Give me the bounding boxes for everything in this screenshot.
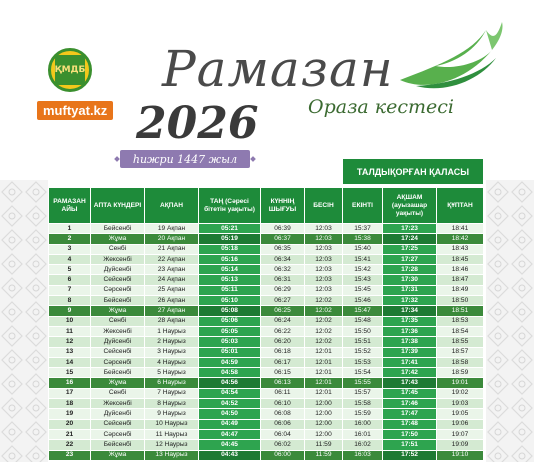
table-cell: 11:59 [305, 440, 343, 450]
table-row [49, 399, 484, 409]
col-header: БЕСІН [305, 188, 343, 224]
table-cell: Сейсенбі [91, 419, 145, 429]
col-header: АПТА КҮНДЕРІ [91, 188, 145, 224]
table-cell: 19:01 [437, 378, 484, 388]
table-row [49, 429, 484, 439]
table-cell: 17:45 [383, 388, 437, 398]
table-cell: 24 Ақпан [145, 275, 199, 285]
table-cell: 6 [49, 275, 91, 285]
table-cell: 15:55 [343, 378, 383, 388]
table-cell: 9 [49, 306, 91, 316]
logo-text: ҚМДБ [55, 55, 85, 85]
table-cell: 06:22 [261, 326, 305, 336]
table-cell: 12:03 [305, 275, 343, 285]
table-cell: 12:01 [305, 347, 343, 357]
table-cell: 17:43 [383, 378, 437, 388]
table-cell: Жексенбі [91, 326, 145, 336]
table-row [49, 296, 484, 306]
table-cell: 17:31 [383, 285, 437, 295]
table-cell: 17:36 [383, 326, 437, 336]
table-cell: 06:31 [261, 275, 305, 285]
table-row [49, 450, 484, 460]
table-cell: 17:28 [383, 265, 437, 275]
table-cell: 12:00 [305, 429, 343, 439]
table-row [49, 244, 484, 254]
table-cell: 16 [49, 378, 91, 388]
table-row [49, 234, 484, 244]
table-cell: 04:59 [199, 357, 261, 367]
table-cell: Сейсенбі [91, 347, 145, 357]
table-cell: 12:03 [305, 224, 343, 234]
table-cell: 21 Ақпан [145, 244, 199, 254]
table-cell: 25 Ақпан [145, 285, 199, 295]
table-cell: 04:56 [199, 378, 261, 388]
table-cell: 15:52 [343, 347, 383, 357]
table-cell: 04:45 [199, 440, 261, 450]
table-cell: Бейсенбі [91, 440, 145, 450]
table-cell: 05:01 [199, 347, 261, 357]
table-row [49, 337, 484, 347]
table-cell: 16:01 [343, 429, 383, 439]
table-cell: 17:48 [383, 419, 437, 429]
table-cell: 10 [49, 316, 91, 326]
table-cell: 05:13 [199, 275, 261, 285]
table-cell: 20 [49, 419, 91, 429]
table-cell: 06:39 [261, 224, 305, 234]
table-cell: 18:59 [437, 368, 484, 378]
hijri-year-band: һижри 1447 жыл [120, 150, 250, 168]
table-cell: 12:01 [305, 378, 343, 388]
table-cell: 18:42 [437, 234, 484, 244]
table-cell: 19 [49, 409, 91, 419]
table-cell: Жексенбі [91, 399, 145, 409]
table-cell: 04:58 [199, 368, 261, 378]
table-cell: 04:50 [199, 409, 261, 419]
table-cell: 19:03 [437, 399, 484, 409]
table-cell: Сенбі [91, 388, 145, 398]
table-cell: Сәрсенбі [91, 357, 145, 367]
table-cell: Сенбі [91, 244, 145, 254]
table-cell: 23 [49, 450, 91, 460]
table-cell: 15:42 [343, 265, 383, 275]
table-cell: 1 Наурыз [145, 326, 199, 336]
table-cell: Бейсенбі [91, 296, 145, 306]
table-row [49, 285, 484, 295]
table-cell: 19 Ақпан [145, 224, 199, 234]
table-cell: 17:34 [383, 306, 437, 316]
table-cell: 06:02 [261, 440, 305, 450]
table-row [49, 368, 484, 378]
table-cell: 18:55 [437, 337, 484, 347]
table-cell: 15:46 [343, 296, 383, 306]
table-cell: 04:52 [199, 399, 261, 409]
table-cell: Жұма [91, 378, 145, 388]
table-cell: Дүйсенбі [91, 409, 145, 419]
table-cell: 17:51 [383, 440, 437, 450]
table-cell: 7 Наурыз [145, 388, 199, 398]
table-cell: 17:39 [383, 347, 437, 357]
table-cell: 06:08 [261, 409, 305, 419]
table-cell: 15:58 [343, 399, 383, 409]
table-cell: 17:46 [383, 399, 437, 409]
table-header-row [49, 188, 484, 224]
table-cell: 15:38 [343, 234, 383, 244]
table-cell: 26 Ақпан [145, 296, 199, 306]
table-cell: 19:10 [437, 450, 484, 460]
table-cell: 12:00 [305, 409, 343, 419]
table-cell: 05:11 [199, 285, 261, 295]
table-cell: 19:05 [437, 409, 484, 419]
table-cell: Сәрсенбі [91, 285, 145, 295]
table-cell: 18 [49, 399, 91, 409]
table-row [49, 347, 484, 357]
table-cell: 12:02 [305, 316, 343, 326]
table-cell: 18:50 [437, 296, 484, 306]
table-cell: 16:03 [343, 450, 383, 460]
table-row [49, 224, 484, 234]
table-cell: 15:41 [343, 254, 383, 264]
table-cell: 16:00 [343, 419, 383, 429]
table-cell: 05:14 [199, 265, 261, 275]
table-cell: 06:34 [261, 254, 305, 264]
table-cell: 19:07 [437, 429, 484, 439]
table-cell: 15:48 [343, 316, 383, 326]
table-cell: 06:27 [261, 296, 305, 306]
table-row [49, 275, 484, 285]
table-cell: 15:57 [343, 388, 383, 398]
table-cell: 11 [49, 326, 91, 336]
site-tag[interactable]: muftyat.kz [37, 101, 113, 120]
col-header: ТАҢ (Сәресі бітетін уақыты) [199, 188, 261, 224]
table-cell: 06:35 [261, 244, 305, 254]
table-cell: 05:18 [199, 244, 261, 254]
table-row [49, 409, 484, 419]
table-cell: 06:06 [261, 419, 305, 429]
table-cell: Жұма [91, 306, 145, 316]
table-cell: 12:01 [305, 357, 343, 367]
table-cell: 2 [49, 234, 91, 244]
table-cell: 12 [49, 337, 91, 347]
table-cell: 06:04 [261, 429, 305, 439]
table-cell: 7 [49, 285, 91, 295]
table-cell: 12:03 [305, 285, 343, 295]
city-label: ТАЛДЫҚОРҒАН ҚАЛАСЫ [343, 159, 483, 184]
table-cell: 17:47 [383, 409, 437, 419]
table-cell: 06:10 [261, 399, 305, 409]
table-cell: 9 Наурыз [145, 409, 199, 419]
table-cell: 04:43 [199, 450, 261, 460]
ornament-left [0, 180, 48, 462]
table-cell: 17:35 [383, 316, 437, 326]
table-cell: 17:27 [383, 254, 437, 264]
table-cell: 19:02 [437, 388, 484, 398]
table-cell: 15:59 [343, 409, 383, 419]
table-cell: Сенбі [91, 316, 145, 326]
col-header: ҚҰПТАН [437, 188, 484, 224]
table-cell: 14 [49, 357, 91, 367]
table-cell: 22 [49, 440, 91, 450]
table-cell: 2 Наурыз [145, 337, 199, 347]
crescent-wave-decoration [396, 22, 506, 94]
table-cell: 16:02 [343, 440, 383, 450]
table-cell: 18:46 [437, 265, 484, 275]
table-cell: 13 [49, 347, 91, 357]
table-cell: 13 Наурыз [145, 450, 199, 460]
table-row [49, 254, 484, 264]
subtitle: Ораза кестесі [308, 96, 455, 118]
table-cell: 06:13 [261, 378, 305, 388]
table-cell: 15:54 [343, 368, 383, 378]
table-cell: 06:32 [261, 265, 305, 275]
table-cell: Сейсенбі [91, 275, 145, 285]
table-cell: 15:51 [343, 337, 383, 347]
table-body [49, 224, 484, 461]
table-row [49, 316, 484, 326]
table-cell: 12:00 [305, 419, 343, 429]
col-header: ЕКІНТІ [343, 188, 383, 224]
table-cell: 12:03 [305, 234, 343, 244]
table-cell: 12:03 [305, 254, 343, 264]
table-cell: 22 Ақпан [145, 254, 199, 264]
table-cell: 12 Наурыз [145, 440, 199, 450]
table-cell: 15:37 [343, 224, 383, 234]
table-cell: 3 Наурыз [145, 347, 199, 357]
table-cell: 18:53 [437, 316, 484, 326]
table-cell: 12:03 [305, 265, 343, 275]
table-cell: 15:53 [343, 357, 383, 367]
table-cell: 12:02 [305, 306, 343, 316]
table-cell: 17:32 [383, 296, 437, 306]
table-cell: 18:58 [437, 357, 484, 367]
table-cell: 05:06 [199, 316, 261, 326]
table-cell: Жұма [91, 234, 145, 244]
table-cell: 12:02 [305, 337, 343, 347]
table-cell: 11 Наурыз [145, 429, 199, 439]
table-cell: 04:49 [199, 419, 261, 429]
table-cell: 15:45 [343, 285, 383, 295]
table-cell: 06:37 [261, 234, 305, 244]
table-cell: 8 [49, 296, 91, 306]
table-cell: 15:40 [343, 244, 383, 254]
table-cell: Жексенбі [91, 254, 145, 264]
table-row [49, 419, 484, 429]
table-cell: 18:45 [437, 254, 484, 264]
table-cell: 05:16 [199, 254, 261, 264]
table-cell: 06:25 [261, 306, 305, 316]
table-cell: Бейсенбі [91, 368, 145, 378]
table-cell: 15 [49, 368, 91, 378]
col-header: АҚШАМ (ауызашар уақыты) [383, 188, 437, 224]
table-cell: 04:47 [199, 429, 261, 439]
table-cell: 17:52 [383, 450, 437, 460]
table-cell: 05:08 [199, 306, 261, 316]
table-cell: 4 [49, 254, 91, 264]
table-cell: 15:43 [343, 275, 383, 285]
table-cell: 21 [49, 429, 91, 439]
table-cell: 18:54 [437, 326, 484, 336]
table-cell: 17:38 [383, 337, 437, 347]
table-cell: 18:49 [437, 285, 484, 295]
table-cell: 12:03 [305, 244, 343, 254]
table-cell: 06:18 [261, 347, 305, 357]
table-cell: 11:59 [305, 450, 343, 460]
table-cell: 4 Наурыз [145, 357, 199, 367]
table-row [49, 326, 484, 336]
table-cell: 17:25 [383, 244, 437, 254]
table-cell: 06:00 [261, 450, 305, 460]
table-cell: 17:23 [383, 224, 437, 234]
table-cell: 05:19 [199, 234, 261, 244]
table-cell: 06:17 [261, 357, 305, 367]
table-cell: 17:24 [383, 234, 437, 244]
table-cell: Дүйсенбі [91, 265, 145, 275]
table-row [49, 306, 484, 316]
col-header: КҮННІҢ ШЫҒУЫ [261, 188, 305, 224]
table-cell: 06:15 [261, 368, 305, 378]
table-row [49, 388, 484, 398]
table-cell: 10 Наурыз [145, 419, 199, 429]
table-cell: 17:30 [383, 275, 437, 285]
title: Рамазан [162, 40, 394, 98]
table-cell: 15:47 [343, 306, 383, 316]
table-cell: 6 Наурыз [145, 378, 199, 388]
table-cell: 17:41 [383, 357, 437, 367]
table-cell: 05:10 [199, 296, 261, 306]
schedule-table [48, 187, 484, 461]
table-cell: 19:06 [437, 419, 484, 429]
table-cell: 12:01 [305, 388, 343, 398]
table-cell: 06:29 [261, 285, 305, 295]
col-header: РАМАЗАН АЙЫ [49, 188, 91, 224]
table-cell: 8 Наурыз [145, 399, 199, 409]
table-cell: 05:21 [199, 224, 261, 234]
table-cell: 19:09 [437, 440, 484, 450]
table-cell: 12:02 [305, 326, 343, 336]
table-cell: 27 Ақпан [145, 306, 199, 316]
table-cell: 18:57 [437, 347, 484, 357]
table-cell: Дүйсенбі [91, 337, 145, 347]
table-cell: 12:02 [305, 296, 343, 306]
table-cell: 3 [49, 244, 91, 254]
table-cell: 06:20 [261, 337, 305, 347]
table-cell: 23 Ақпан [145, 265, 199, 275]
table-cell: 18:47 [437, 275, 484, 285]
table-cell: 18:43 [437, 244, 484, 254]
table-cell: 17 [49, 388, 91, 398]
table-cell: 06:11 [261, 388, 305, 398]
table-cell: 17:42 [383, 368, 437, 378]
table-cell: 18:51 [437, 306, 484, 316]
table-cell: 05:05 [199, 326, 261, 336]
table-cell: 05:03 [199, 337, 261, 347]
table-cell: 18:41 [437, 224, 484, 234]
year: 2026 [136, 98, 259, 149]
table-row [49, 440, 484, 450]
table-cell: 20 Ақпан [145, 234, 199, 244]
table-cell: 04:54 [199, 388, 261, 398]
table-cell: 28 Ақпан [145, 316, 199, 326]
ornament-right [486, 180, 534, 462]
table-row [49, 378, 484, 388]
table-cell: 15:50 [343, 326, 383, 336]
table-row [49, 357, 484, 367]
table-cell: 1 [49, 224, 91, 234]
table-cell: 12:01 [305, 368, 343, 378]
table-cell: 5 [49, 265, 91, 275]
col-header: АҚПАН [145, 188, 199, 224]
dumk-logo [48, 48, 92, 92]
table-cell: 12:00 [305, 399, 343, 409]
table-cell: 06:24 [261, 316, 305, 326]
table-cell: 5 Наурыз [145, 368, 199, 378]
table-row [49, 265, 484, 275]
table-cell: Сәрсенбі [91, 429, 145, 439]
table-cell: 17:50 [383, 429, 437, 439]
table-cell: Бейсенбі [91, 224, 145, 234]
table-cell: Жұма [91, 450, 145, 460]
